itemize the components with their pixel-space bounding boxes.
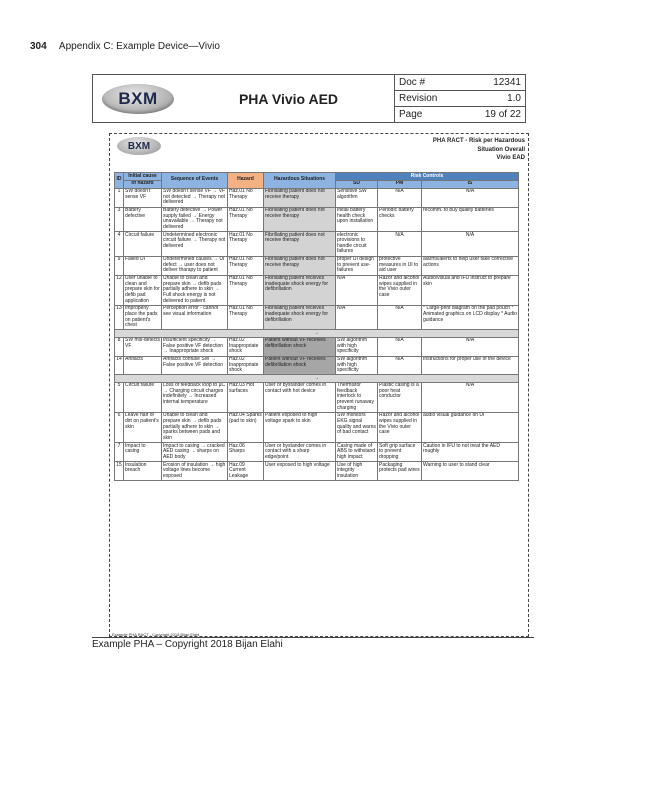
row-sd: electronic provisions to handle circuit failures <box>336 232 378 257</box>
table-row <box>115 442 519 461</box>
row-id: 5 <box>115 382 124 412</box>
row-sd: SW monitors EKG signal quality and warns of bad contact <box>336 412 378 442</box>
row-id: 12 <box>115 275 124 305</box>
row-id: 3 <box>115 207 124 232</box>
row-pm: N/A <box>378 305 422 330</box>
inner-title-line: PHA RACT - Risk per Hazardous <box>432 138 525 144</box>
row-situation: Fibrillating patient receives inadequate shock energy for defibrillation <box>264 305 336 330</box>
row-sd: Initial battery health check upon installation <box>336 207 378 232</box>
row-pm: N/A <box>378 356 422 375</box>
row-situation: User or bystander comes in contact with a sharp edge/point <box>264 442 336 461</box>
row-id: 6 <box>115 412 124 442</box>
row-pm: Plastic casing is a poor heat conductor <box>378 382 422 412</box>
row-hazard: Haz.01 No Therapy <box>228 275 264 305</box>
row-cause: SW doesn't sense VF <box>124 188 162 207</box>
col-hazard: Hazard <box>228 173 264 189</box>
row-hazard: Haz.06 Sharps <box>228 442 264 461</box>
col-id: ID <box>115 173 124 189</box>
row-situation: Patient exposed to high voltage spark to skin <box>264 412 336 442</box>
figure-caption: Example PHA – Copyright 2018 Bijan Elahi <box>92 639 283 650</box>
row-is: N/A <box>422 188 519 207</box>
row-sequence: Impact to casing → cracked AED casing → sharps on AED body <box>162 442 228 461</box>
row-is: Caution in IFU to not treat the AED roughly <box>422 442 519 461</box>
table-row <box>115 207 519 232</box>
table-row <box>115 461 519 480</box>
row-sd: SW algorithm with high specificity <box>336 337 378 356</box>
row-is: N/A <box>422 382 519 412</box>
row-id: 15 <box>115 461 124 480</box>
inner-bxm-logo: BXM <box>117 137 161 155</box>
row-sequence: Unable to clean and prepare skin → defib pads partially adhere to skin → Full shock energy is not delivered to patient <box>162 275 228 305</box>
row-situation: Patient without VF receives defibrillation shock <box>264 337 336 356</box>
table-row <box>115 305 519 330</box>
row-cause: Failed UI <box>124 256 162 275</box>
row-pm: Periodic battery checks <box>378 207 422 232</box>
row-situation: User or bystander comes in contact with hot device <box>264 382 336 412</box>
header-logo-cell <box>93 75 183 122</box>
row-situation: Fibrillating patient does not receive therapy <box>264 207 336 232</box>
row-hazard: Haz.01 No Therapy <box>228 305 264 330</box>
row-pm: N/A <box>378 232 422 257</box>
row-situation: Fibrillating patient does not receive therapy <box>264 232 336 257</box>
table-row <box>115 412 519 442</box>
row-pm: N/A <box>378 188 422 207</box>
page-number: 304 <box>30 41 47 52</box>
row-sequence: Insufficient specificity → False positive VF detection → Inappropriate shock <box>162 337 228 356</box>
col-sd: SD <box>336 180 378 188</box>
col-pm: PM <box>378 180 422 188</box>
table-row <box>115 188 519 207</box>
row-sequence: Undetermined electronic circuit failure → Therapy not delivered <box>162 232 228 257</box>
doc-label: Doc # <box>399 77 426 88</box>
row-id: 1 <box>115 188 124 207</box>
row-hazard: Haz.04 Sparks (pad to skin) <box>228 412 264 442</box>
row-cause: Improperly place the pads on patient's chest <box>124 305 162 330</box>
row-id: 13 <box>115 305 124 330</box>
row-pm: Razor and alcohol wipes supplied in the Vivio outer case <box>378 275 422 305</box>
row-id: 4 <box>115 232 124 257</box>
document-meta <box>395 75 525 122</box>
row-sd: SW algorithm with high specificity <box>336 356 378 375</box>
row-pm: Soft grip surface to prevent dropping <box>378 442 422 461</box>
row-sd: proper UI design to prevent use-failures <box>336 256 378 275</box>
row-pm: Packaging protects pad wires <box>378 461 422 480</box>
row-sd: Casing made of ABS to withstand high impact <box>336 442 378 461</box>
row-is: Instructions for proper use of the device <box>422 356 519 375</box>
section-separator <box>115 330 519 337</box>
document-title: PHA Vivio AED <box>183 75 395 122</box>
row-sequence: Erosion of insulation → high voltage lines become exposed <box>162 461 228 480</box>
row-cause: Circuit failure <box>124 382 162 412</box>
section-separator <box>115 375 519 382</box>
row-cause: Impact to casing <box>124 442 162 461</box>
row-pm: N/A <box>378 337 422 356</box>
col-risk-controls: Risk Controls <box>336 173 519 181</box>
col-cause: of hazard <box>124 180 162 188</box>
row-situation: Fibrillating patient receives inadequate shock energy for defibrillation <box>264 275 336 305</box>
row-sd: N/A <box>336 305 378 330</box>
row-sd: N/A <box>336 275 378 305</box>
row-id: 7 <box>115 442 124 461</box>
row-cause: Insulation breach <box>124 461 162 480</box>
row-hazard: Haz.02 Inappropriate shock <box>228 337 264 356</box>
col-sequence: Sequence of Events <box>162 173 228 189</box>
row-sequence: Artifacts confuse SW → False positive VF detection <box>162 356 228 375</box>
pha-table <box>114 172 519 481</box>
inner-title-line: Vivio EAD <box>496 155 525 161</box>
table-row <box>115 232 519 257</box>
row-cause: SW mis-detects VF <box>124 337 162 356</box>
row-hazard: Haz.09 Current Leakage <box>228 461 264 480</box>
col-situation: Hazardous Situations <box>264 173 336 189</box>
revision-value: 1.0 <box>507 93 521 104</box>
row-is: N/A <box>422 337 519 356</box>
row-is: alarms/alerts to help user take corrective actions <box>422 256 519 275</box>
footer-rule <box>92 637 534 638</box>
row-pm: Razor and alcohol wipes supplied in the Vivio outer case <box>378 412 422 442</box>
row-is: audio visual guidance on UI <box>422 412 519 442</box>
row-hazard: Haz.01 No Therapy <box>228 232 264 257</box>
row-situation: Fibrillating patient does not receive therapy <box>264 188 336 207</box>
row-sequence: Loss of feedback loop to µC → Charging circuit charges indefinitely → Increased internal temperature <box>162 382 228 412</box>
row-sd: Sensitive SW algorithm <box>336 188 378 207</box>
row-cause: User unable to clean and prepare skin for defib pad application <box>125 275 160 304</box>
row-sequence: Unable to clean and prepare skin → defib pads partially adhere to skin → sparks between pads and skin <box>162 412 228 442</box>
row-hazard: Haz.02 Inappropriate shock <box>228 356 264 375</box>
row-cause: Battery defective <box>124 207 162 232</box>
row-is: * Large-print diagram on the pad pouch * Animated graphics on LCD display * Audio guidance <box>422 305 519 330</box>
table-row <box>115 356 519 375</box>
row-is: recomm. to buy quality batteries <box>422 207 519 232</box>
row-hazard: Haz.03 Hot surfaces <box>228 382 264 412</box>
revision-label: Revision <box>399 93 438 104</box>
row-id: 14 <box>115 356 124 375</box>
col-is: IS <box>422 180 519 188</box>
row-sequence: Perception error - cannot see visual information <box>162 305 228 330</box>
bxm-logo: BXM <box>102 84 174 114</box>
row-sequence: Undetermined causes → UI defect → user does not deliver tharapy to patient <box>162 256 228 275</box>
page-value: 19 of 22 <box>484 109 521 120</box>
row-situation: Fibrillating patient does not receive therapy <box>264 256 336 275</box>
inner-footer: Example PHA RACT - Copyright 2018 Bijan Elahi <box>112 632 200 637</box>
row-situation: Patient without VF receives defibrillation shock <box>264 356 336 375</box>
row-cause: Leave hair or dirt on patient's skin <box>124 412 162 442</box>
inner-title <box>425 137 525 163</box>
row-sd: Use of high integrity insulation <box>336 461 378 480</box>
row-is: N/A <box>422 232 519 257</box>
running-title: Appendix C: Example Device—Vivio <box>58 41 220 52</box>
row-sd: Thermistor feedback interlock to prevent runaway charging <box>336 382 378 412</box>
row-cause: Circuit failure <box>124 232 162 257</box>
table-row <box>115 382 519 412</box>
row-pm: protective measures in UI to aid user <box>378 256 422 275</box>
row-situation: User exposed to high voltage <box>264 461 336 480</box>
table-row <box>115 337 519 356</box>
doc-value: 12341 <box>493 77 521 88</box>
table-row <box>115 275 519 305</box>
running-header <box>30 41 220 52</box>
table-row <box>115 256 519 275</box>
row-sequence: Battery defective → Power supply failed → Energy unavailable → Therapy not delivered <box>162 207 228 232</box>
row-hazard: Haz.01 No Therapy <box>228 188 264 207</box>
row-hazard: Haz.01 No Therapy <box>228 207 264 232</box>
document-header-box <box>92 74 526 123</box>
inner-title-line: Situation Overall <box>477 146 525 153</box>
page-label: Page <box>399 109 423 120</box>
row-is: Audio/visual and IFU instruct to prepare skin <box>422 275 519 305</box>
separator-arrow: → <box>115 375 519 382</box>
row-is: Warning to user to stand clear <box>422 461 519 480</box>
row-sequence: SW doesn't sense VF → VF not detected → Therapy not delivered <box>162 188 228 207</box>
row-hazard: Haz.01 No Therapy <box>228 256 264 275</box>
row-id: 8 <box>115 337 124 356</box>
row-id: 9 <box>115 256 124 275</box>
row-cause: Artifacts <box>124 356 162 375</box>
col-cause-top: Initial cause <box>124 173 162 181</box>
separator-arrow: → <box>115 330 519 337</box>
